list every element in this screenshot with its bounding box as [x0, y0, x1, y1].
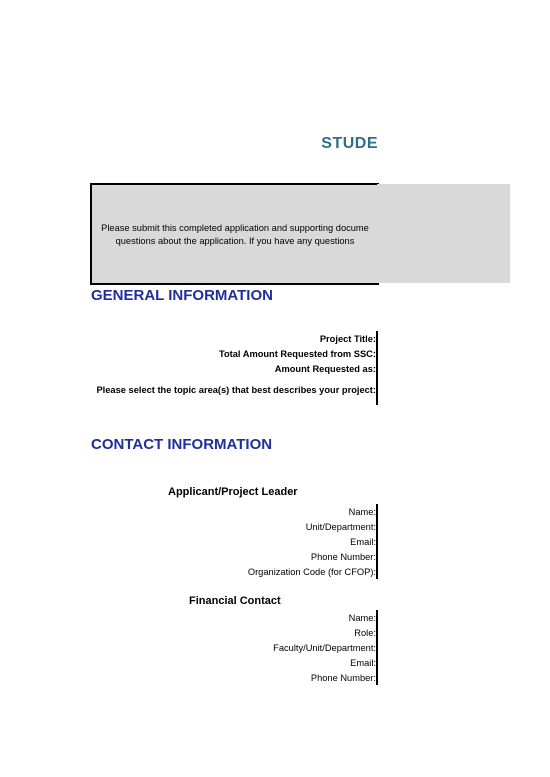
applicant-name-label: Name:: [348, 507, 376, 517]
notice-line-1: Please submit this completed application and supporting docume: [101, 223, 369, 233]
financial-fields-input-column[interactable]: [376, 610, 378, 685]
applicant-heading: Applicant/Project Leader: [168, 486, 298, 498]
form-title: STUDE: [321, 135, 378, 152]
contact-information-heading: CONTACT INFORMATION: [91, 436, 273, 453]
applicant-phone-label: Phone Number:: [310, 552, 376, 562]
applicant-email-label: Email:: [350, 537, 376, 547]
general-information-heading: GENERAL INFORMATION: [91, 287, 273, 304]
notice-text: [92, 222, 378, 248]
applicant-fields-input-column[interactable]: [376, 504, 378, 579]
financial-contact-heading: Financial Contact: [189, 595, 281, 607]
total-amount-label: Total Amount Requested from SSC:: [218, 349, 376, 359]
topic-area-label: Please select the topic area(s) that best describes your project:: [96, 385, 376, 395]
notice-box-extension: [377, 184, 510, 283]
financial-role-label: Role:: [354, 628, 376, 638]
financial-unit-label: Faculty/Unit/Department:: [273, 643, 376, 653]
notice-line-2: questions about the application. If you have any questions: [115, 236, 355, 246]
amount-requested-as-label: Amount Requested as:: [274, 364, 376, 374]
general-fields-input-column[interactable]: [376, 331, 378, 405]
financial-name-label: Name:: [348, 613, 376, 623]
financial-email-label: Email:: [350, 658, 376, 668]
project-title-label: Project Title:: [319, 334, 376, 344]
applicant-org-code-label: Organization Code (for CFOP):: [247, 567, 376, 577]
applicant-unit-label: Unit/Department:: [305, 522, 376, 532]
financial-phone-label: Phone Number:: [310, 673, 376, 683]
